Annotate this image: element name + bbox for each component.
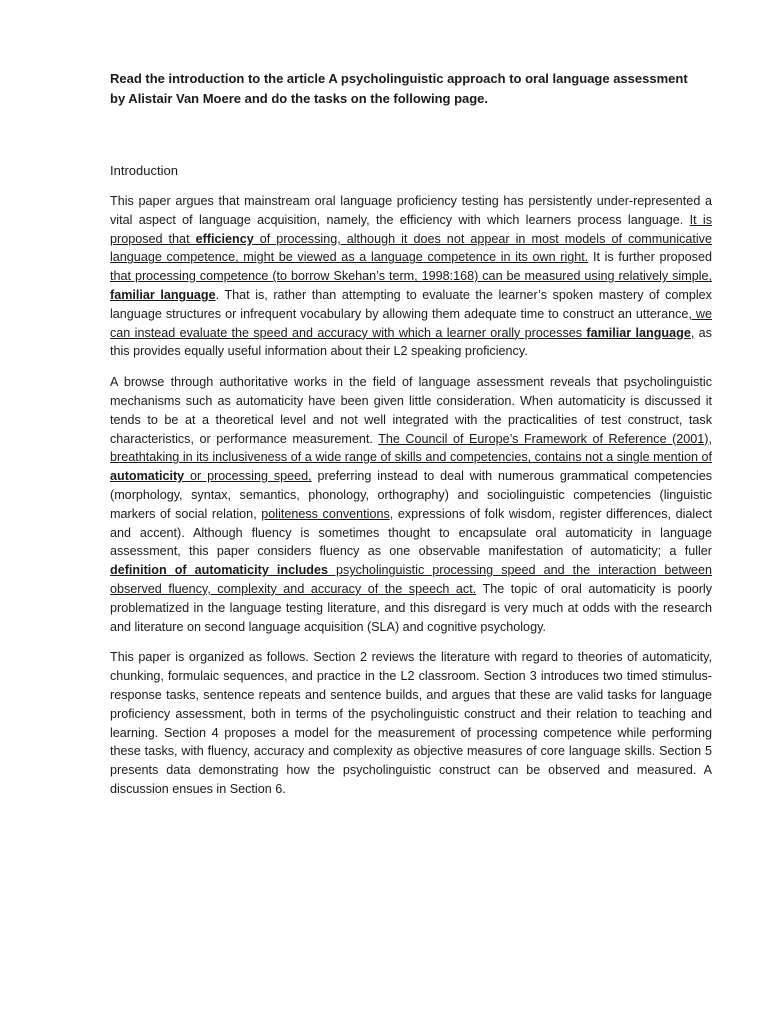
paragraph-1	[110, 192, 712, 361]
paragraph-3: This paper is organized as follows. Section 2 reviews the literature with regard to theories of automaticity, chunking, formulaic sequences, and practice in the L2 classroom. Section 3 introduces two timed stimulus-response tasks, sentence repeats and sentence builds, and argues that these are valid tasks for language proficiency assessment, both in terms of the psycholinguistic construct and their relation to teaching and learning. Section 4 proposes a model for the measurement of processing competence while performing these tasks, with fluency, accuracy and complexity as objective measures of core language skills. Section 5 presents data demonstrating how the psycholinguistic construct can be observed and measured. A discussion ensues in Section 6.	[110, 650, 712, 796]
heading-line-2: by Alistair Van Moere and do the tasks on the following page.	[110, 90, 489, 106]
p2-bold-automaticity: automaticity	[110, 469, 185, 484]
p1-underlined-2: that processing competence (to borrow Skehan’s term, 1998:168) can be measured using relatively simple, familiar language	[110, 269, 712, 302]
p2-text-3: , expressions of folk wisdom, register differences, dialect and accent). Although fluency is sometimes thought to encapsulate oral automaticity in language assessment, this paper considers fluency as one observable manifestation of automaticity; a fuller	[110, 506, 713, 559]
p1-bold-familiar-language-2: familiar language	[586, 325, 691, 340]
p2-underlined-2: definition of automaticity includes psycholinguistic processing speed and the interaction between observed fluency, complexity and accuracy of the speech act.	[110, 563, 713, 596]
p2-text-1: A browse through authoritative works in the field of language assessment reveals that psycholinguistic mechanisms such as automaticity have been given little consideration. When automaticity is discussed it tends to be at a theoretical level and not well integrated with the practicalities of test construct, task characteristics, or performance measurement.	[110, 375, 712, 446]
p1-bold-familiar-language-1: familiar language	[110, 287, 216, 302]
p1-underlined-1: It is proposed that efficiency of processing, although it does not appear in most models of communicative language competence, might be viewed as a language competence in its own right.	[110, 212, 713, 265]
p1-underlined-3: , we can instead evaluate the speed and accuracy with which a learner orally processes familiar language,	[110, 306, 712, 340]
p2-text-2: preferring instead to deal with numerous grammatical competencies (morphology, syntax, semantics, phonology, orthography) and sociolinguistic competencies (linguistic markers of social relation,	[110, 469, 712, 521]
section-title: Introduction	[110, 163, 178, 178]
p2-text-4: The topic of oral automaticity is poorly problematized in the language testing literature, and this disregard is very much at odds with the research and literature on second language acquisition (SLA) and cognitive psychology.	[110, 581, 712, 634]
p1-text-3: . That is, rather than attempting to evaluate the learner’s spoken mastery of complex language structures or infrequent vocabulary by allowing them adequate time to construct an utterance	[110, 287, 712, 321]
paragraph-2	[110, 373, 712, 636]
p1-text-2: It is further proposed	[588, 250, 712, 265]
p2-underlined-politeness: politeness conventions	[261, 506, 390, 521]
p1-text-1: This paper argues that mainstream oral language proficiency testing has persistently under-represented a vital aspect of language acquisition, namely, the efficiency with which learners process language.	[110, 194, 712, 227]
p1-text-4: as this provides equally useful information about their L2 speaking proficiency.	[110, 325, 712, 359]
p2-bold-definition: definition of automaticity includes	[110, 563, 328, 578]
p1-bold-efficiency: efficiency	[195, 231, 254, 246]
task-instruction-heading	[110, 69, 712, 108]
p2-underlined-1: The Council of Europe’s Framework of Reference (2001), breathtaking in its inclusiveness of a wide range of skills and competencies, contains not a single mention of automaticity or processing speed,	[110, 431, 712, 484]
heading-line-1: Read the introduction to the article A psycholinguistic approach to oral language assessment	[110, 71, 688, 86]
